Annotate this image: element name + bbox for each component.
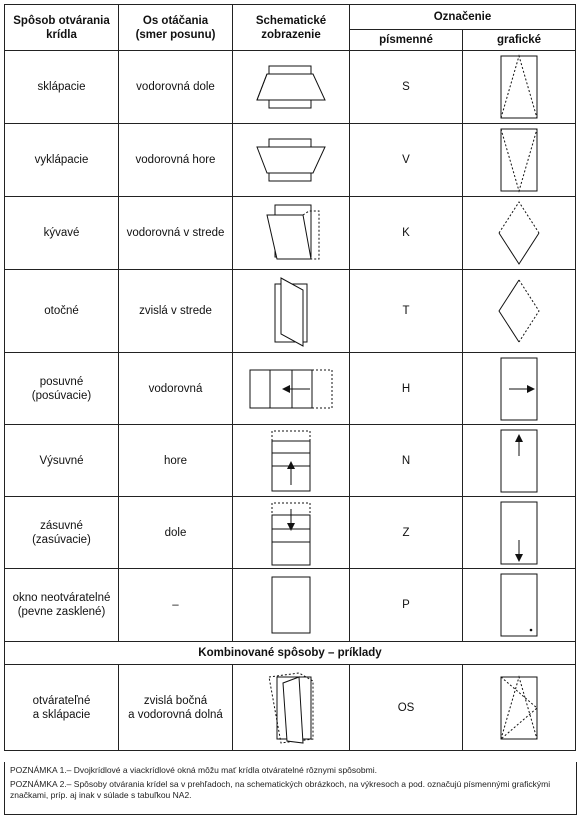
tilt-and-turn-icon — [251, 669, 331, 747]
apex-bottom-triangle-icon — [497, 127, 541, 193]
mode-cell: zásuvné (zasúvacie) — [5, 497, 119, 569]
table-row — [5, 51, 576, 124]
letter-cell: T — [350, 270, 463, 353]
header-designation: Označenie — [350, 5, 576, 30]
apex-top-triangle-icon — [497, 54, 541, 120]
fixed-dot-icon — [497, 572, 541, 638]
mode-cell: posuvné (posúvacie) — [5, 353, 119, 425]
header-schematic: Schematické zobrazenie — [233, 5, 350, 51]
axis-cell: zvislá v strede — [119, 270, 233, 353]
fixed-pane-icon — [266, 573, 316, 637]
mode-cell: okno neotváratelné (pevne zasklené) — [5, 569, 119, 642]
table-row — [5, 270, 576, 353]
header-letter: písmenné — [350, 30, 463, 51]
notes-block — [4, 762, 577, 815]
mode-cell: otočné — [5, 270, 119, 353]
letter-cell: OS — [350, 665, 463, 751]
slide-up-icon — [266, 427, 316, 495]
vertical-pivot-icon — [251, 274, 331, 348]
mode-cell: Výsuvné — [5, 425, 119, 497]
mode-cell: kývavé — [5, 197, 119, 270]
table-row — [5, 642, 576, 665]
letter-cell: V — [350, 124, 463, 197]
axis-cell: – — [119, 569, 233, 642]
table-row — [5, 569, 576, 642]
table-row — [5, 497, 576, 569]
axis-cell: vodorovná v strede — [119, 197, 233, 270]
note-2: POZNÁMKA 2.– Spôsoby otvárania krídel sa v prehľadoch, na schematických obrázkoch, na výkresoch a pod. označujú písmennými grafickými značkami, príp. aj inak v súlade s tabuľkou NA2. — [10, 779, 551, 800]
mode-cell: vyklápacie — [5, 124, 119, 197]
arrow-down-icon — [497, 500, 541, 566]
horizontal-pivot-diamond-icon — [497, 200, 541, 266]
axis-cell: vodorovná dole — [119, 51, 233, 124]
axis-cell: zvislá bočná a vodorovná dolná — [119, 665, 233, 751]
letter-cell: P — [350, 569, 463, 642]
slide-down-icon — [266, 499, 316, 567]
header-graphic: grafické — [463, 30, 576, 51]
table-row — [5, 124, 576, 197]
mode-cell: sklápacie — [5, 51, 119, 124]
axis-cell: vodorovná — [119, 353, 233, 425]
mode-cell: otvárateľné a sklápacie — [5, 665, 119, 751]
table-row — [5, 197, 576, 270]
note-1: POZNÁMKA 1.– Dvojkrídlové a viackrídlové okná môžu mať krídla otváratelné rôznymi spôsobmi. — [10, 765, 377, 775]
header-mode: Spôsob otvárania krídla — [5, 5, 119, 51]
letter-cell: H — [350, 353, 463, 425]
table-row — [5, 425, 576, 497]
header-axis: Os otáčania (smer posunu) — [119, 5, 233, 51]
tilt-and-turn-triangles-icon — [497, 675, 541, 741]
arrow-right-icon — [497, 356, 541, 422]
tilt-bottom-hinge-icon — [251, 62, 331, 112]
vertical-pivot-diamond-icon — [497, 278, 541, 344]
axis-cell: vodorovná hore — [119, 124, 233, 197]
letter-cell: N — [350, 425, 463, 497]
horizontal-pivot-icon — [251, 201, 331, 265]
letter-cell: S — [350, 51, 463, 124]
arrow-up-icon — [497, 428, 541, 494]
section-title: Kombinované spôsoby – príklady — [5, 642, 576, 665]
axis-cell: hore — [119, 425, 233, 497]
axis-cell: dole — [119, 497, 233, 569]
table-row — [5, 665, 576, 751]
letter-cell: K — [350, 197, 463, 270]
window-opening-table — [4, 4, 576, 751]
tilt-top-hinge-icon — [251, 135, 331, 185]
letter-cell: Z — [350, 497, 463, 569]
slide-horizontal-icon — [246, 366, 336, 412]
table-row — [5, 353, 576, 425]
